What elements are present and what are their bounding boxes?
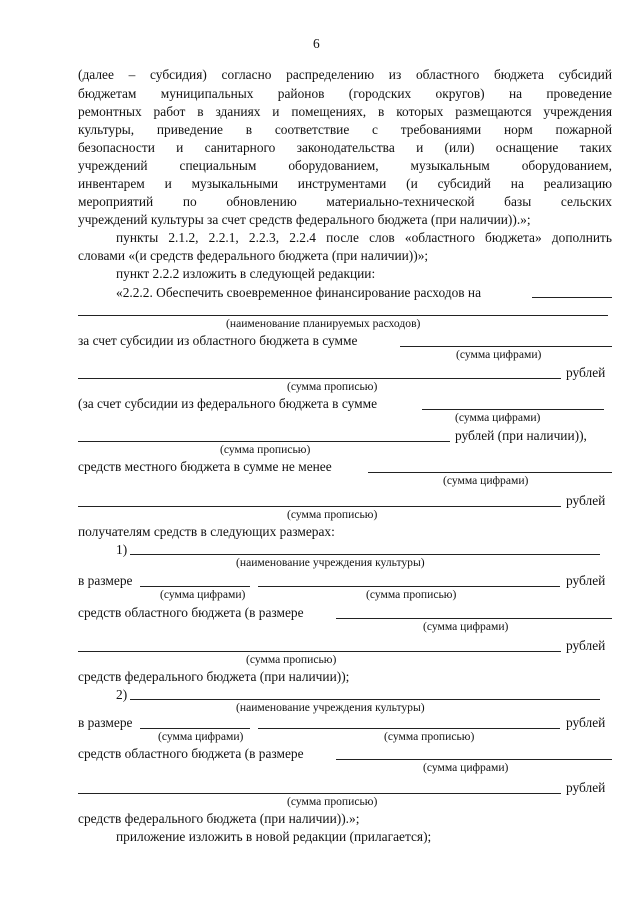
federal-subsidy-text: (за счет субсидии из федерального бюджета в сумме (78, 396, 378, 411)
caption-planned-expenses: (наименование планируемых расходов) (226, 317, 421, 330)
fill-line (130, 554, 600, 555)
fill-line (140, 728, 250, 729)
caption-sum-digits: (сумма цифрами) (160, 588, 246, 601)
regional-amount-label: средств областного бюджета (в размере (78, 605, 304, 620)
paragraph-line: ремонтных работ в зданиях и помещениях, в которых размещаются учреждения (78, 104, 612, 119)
recipient-number: 2) (116, 687, 128, 702)
caption-sum-digits: (сумма цифрами) (423, 620, 509, 633)
fill-line (336, 759, 612, 760)
recipients-text: получателям средств в следующих размерах: (78, 524, 335, 539)
rubles-label: рублей (566, 715, 606, 730)
fill-line (78, 378, 561, 379)
caption-sum-digits: (сумма цифрами) (423, 761, 509, 774)
regional-amount-label: средств областного бюджета (в размере (78, 746, 304, 761)
page-number: 6 (313, 36, 320, 51)
fill-line (368, 472, 612, 473)
caption-sum-words: (сумма прописью) (287, 795, 378, 808)
paragraph-line: безопасности и санитарного законодательства и (или) оснащение таких (78, 140, 612, 155)
paragraph-line: бюджетам муниципальных районов (городских округов) на проведение (78, 86, 612, 101)
fill-line (78, 651, 561, 652)
clause-222-text: «2.2.2. Обеспечить своевременное финансирование расходов на (116, 285, 482, 300)
fill-line (336, 618, 612, 619)
paragraph-last-line: учреждений культуры за счет средств федерального бюджета (при наличии)).»; (78, 212, 531, 227)
points-amendment-line: пункты 2.1.2, 2.2.1, 2.2.3, 2.2.4 после слов «областного бюджета» дополнить (116, 230, 612, 245)
caption-sum-digits: (сумма цифрами) (456, 348, 542, 361)
fill-line (258, 728, 560, 729)
fill-line (532, 297, 612, 298)
amount-label: в размере (78, 573, 133, 588)
amount-label: в размере (78, 715, 133, 730)
paragraph-line: инвентарем и музыкальными инструментами (и субсидий на реализацию (78, 176, 612, 191)
caption-sum-words: (сумма прописью) (366, 588, 457, 601)
paragraph-line: учреждений специальным оборудованием, музыкальным оборудованием, (78, 158, 612, 173)
caption-sum-digits: (сумма цифрами) (455, 411, 541, 424)
rubles-label: рублей (566, 573, 606, 588)
caption-sum-words: (сумма прописью) (384, 730, 475, 743)
rubles-label: рублей (566, 365, 606, 380)
fill-line (78, 506, 561, 507)
caption-sum-words: (сумма прописью) (220, 443, 311, 456)
local-budget-text: средств местного бюджета в сумме не менее (78, 459, 332, 474)
caption-sum-words: (сумма прописью) (246, 653, 337, 666)
recipient-number: 1) (116, 542, 128, 557)
rubles-label: рублей (566, 780, 606, 795)
regional-subsidy-text: за счет субсидии из областного бюджета в сумме (78, 333, 358, 348)
federal-budget-text: средств федерального бюджета (при наличии)); (78, 669, 350, 684)
federal-budget-text: средств федерального бюджета (при наличии)).»; (78, 811, 360, 826)
caption-sum-words: (сумма прописью) (287, 508, 378, 521)
caption-institution: (наименование учреждения культуры) (236, 556, 425, 569)
appendix-text: приложение изложить в новой редакции (прилагается); (116, 829, 432, 844)
caption-sum-digits: (сумма цифрами) (158, 730, 244, 743)
fill-line (130, 699, 600, 700)
fill-line (422, 409, 604, 410)
fill-line (400, 346, 612, 347)
fill-line (258, 586, 560, 587)
paragraph-line: (далее – субсидия) согласно распределению из областного бюджета субсидий (78, 67, 612, 82)
caption-sum-digits: (сумма цифрами) (443, 474, 529, 487)
caption-institution: (наименование учреждения культуры) (236, 701, 425, 714)
fill-line (78, 793, 561, 794)
caption-sum-words: (сумма прописью) (287, 380, 378, 393)
rubles-label: рублей (566, 493, 606, 508)
paragraph-line: мероприятий по обновлению материально-технической базы сельских (78, 194, 612, 209)
fill-line (140, 586, 250, 587)
points-amendment-line: словами «(и средств федерального бюджета (при наличии))»; (78, 248, 429, 263)
point-222-intro: пункт 2.2.2 изложить в следующей редакции: (116, 266, 376, 281)
rubles-label: рублей (566, 638, 606, 653)
fill-line (78, 441, 450, 442)
fill-line (78, 315, 608, 316)
paragraph-line: культуры, приведение в соответствие с требованиями норм пожарной (78, 122, 612, 137)
rubles-if-any-label: рублей (при наличии)), (455, 428, 587, 443)
